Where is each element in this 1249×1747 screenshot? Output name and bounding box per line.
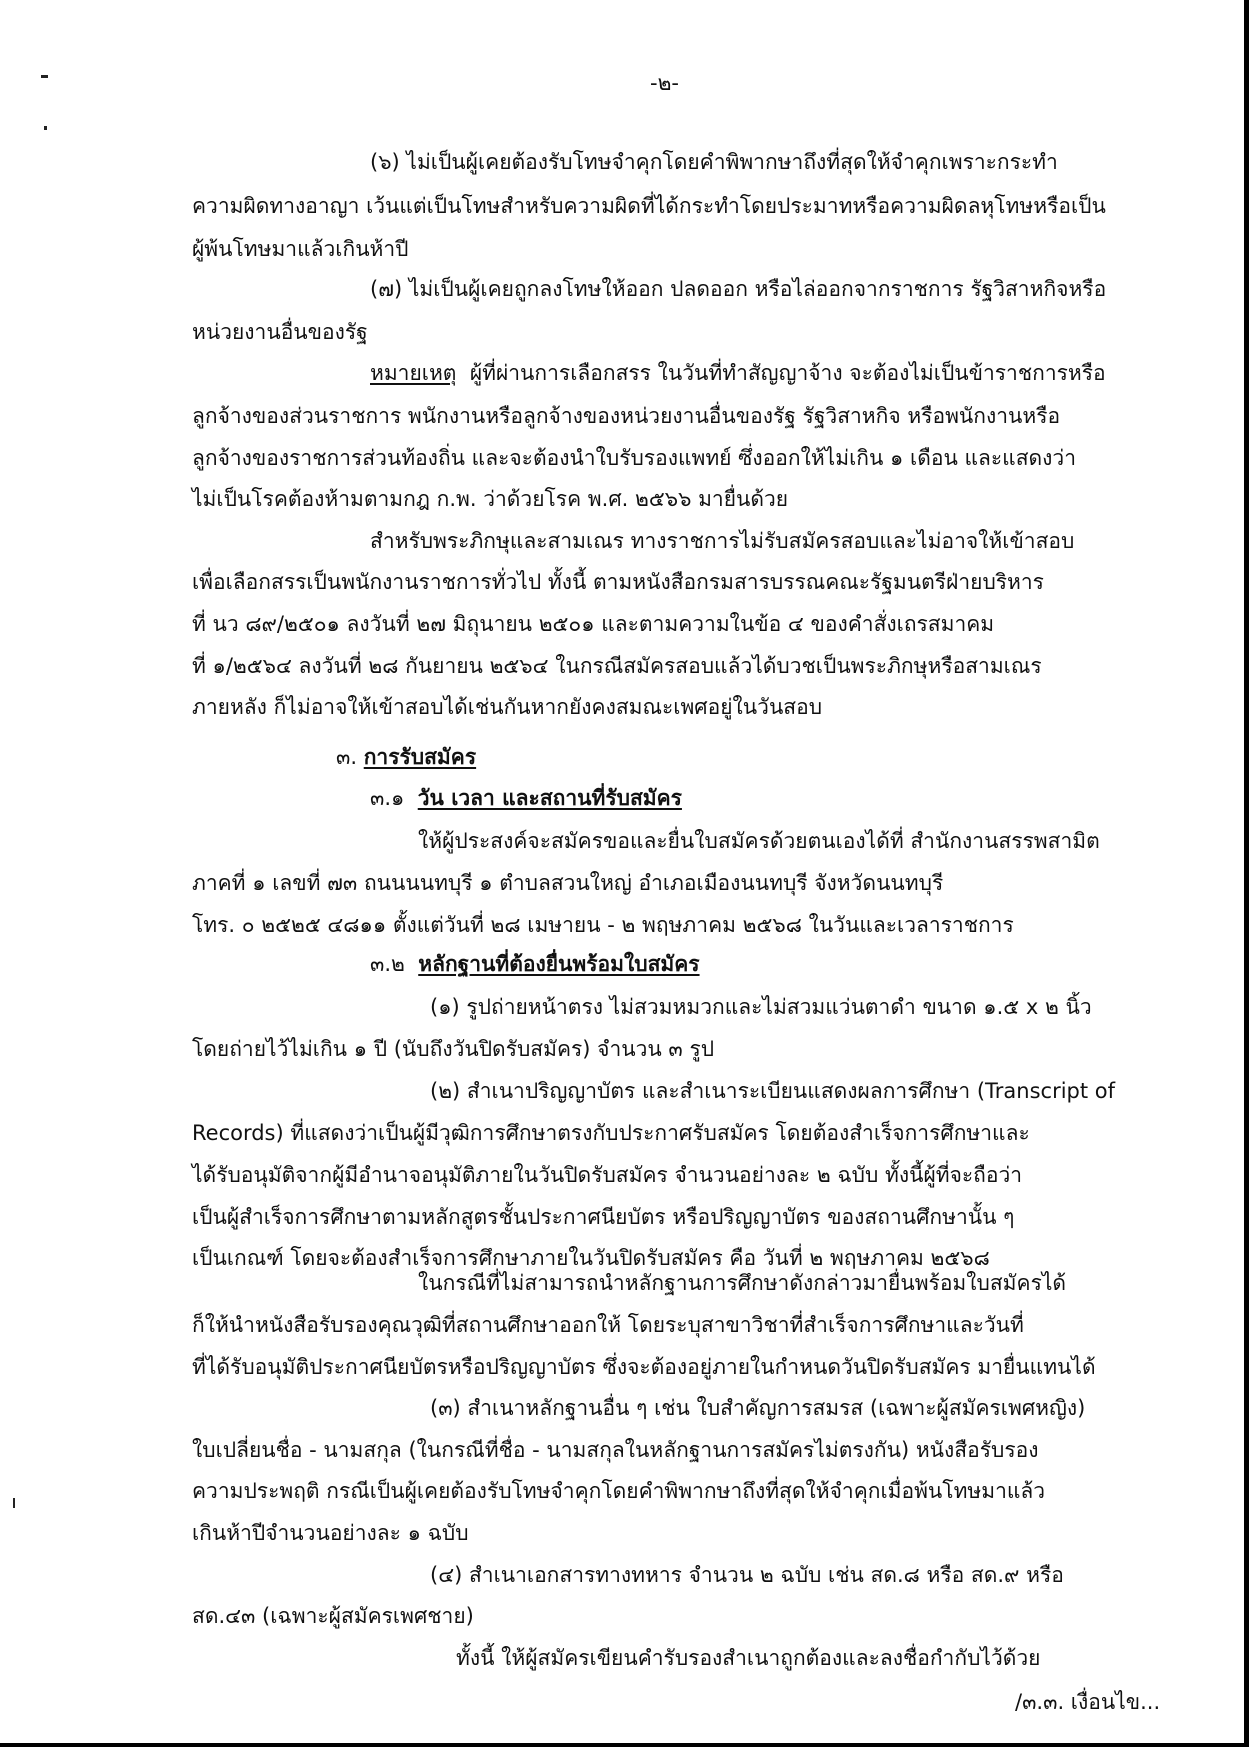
text-line: ผู้พ้นโทษมาแล้วเกินห้าปี	[192, 237, 409, 261]
text-line: เป็นผู้สำเร็จการศึกษาตามหลักสูตรชั้นประกาศนียบัตร หรือปริญญาบัตร ของสถานศึกษานั้น ๆ	[192, 1205, 1015, 1229]
text-line: ได้รับอนุมัติจากผู้มีอำนาจอนุมัติภายในวันปิดรับสมัคร จำนวนอย่างละ ๒ ฉบับ ทั้งนี้ผู้ที่จะถือว่า	[192, 1163, 1023, 1187]
text-line: (๓) สำเนาหลักฐานอื่น ๆ เช่น ใบสำคัญการสมรส (เฉพาะผู้สมัครเพศหญิง)	[430, 1396, 1086, 1420]
note-label: หมายเหตุ	[370, 361, 457, 385]
text-line: Records) ที่แสดงว่าเป็นผู้มีวุฒิการศึกษาตรงกับประกาศรับสมัคร โดยต้องสำเร็จการศึกษาและ	[192, 1121, 1030, 1145]
scan-edge-right	[1244, 0, 1249, 1747]
subsection-heading	[370, 783, 682, 813]
text-line: ที่ นว ๘๙/๒๕๐๑ ลงวันที่ ๒๗ มิถุนายน ๒๕๐๑ และตามความในข้อ ๔ ของคำสั่งเถรสมาคม	[192, 612, 995, 636]
scan-mark	[13, 1498, 15, 1508]
subsection-number: ๓.๒	[370, 952, 405, 976]
subsection-number: ๓.๑	[370, 786, 405, 810]
text-line: ไม่เป็นโรคต้องห้ามตามกฎ ก.พ. ว่าด้วยโรค พ.ศ. ๒๕๖๖ มายื่นด้วย	[192, 487, 789, 511]
text-line: (๒) สำเนาปริญญาบัตร และสำเนาระเบียนแสดงผลการศึกษา (Transcript of	[430, 1079, 1116, 1103]
text-line: เป็นเกณฑ์ โดยจะต้องสำเร็จการศึกษาภายในวันปิดรับสมัคร คือ วันที่ ๒ พฤษภาคม ๒๕๖๘	[192, 1246, 990, 1270]
section-title: การรับสมัคร	[363, 745, 477, 769]
text-line: ความผิดทางอาญา เว้นแต่เป็นโทษสำหรับความผิดที่ได้กระทำโดยประมาทหรือความผิดลหุโทษหรือเป็น	[192, 194, 1106, 218]
text-line: (๔) สำเนาเอกสารทางทหาร จำนวน ๒ ฉบับ เช่น สด.๘ หรือ สด.๙ หรือ	[430, 1563, 1064, 1587]
text-line: (๑) รูปถ่ายหน้าตรง ไม่สวมหมวกและไม่สวมแว่นตาดำ ขนาด ๑.๕ x ๒ นิ้ว	[430, 995, 1092, 1019]
text-line: สำหรับพระภิกษุและสามเณร ทางราชการไม่รับสมัครสอบและไม่อาจให้เข้าสอบ	[370, 529, 1075, 553]
text-line: โทร. ๐ ๒๕๒๕ ๔๘๑๑ ตั้งแต่วันที่ ๒๘ เมษายน - ๒ พฤษภาคม ๒๕๖๘ ในวันและเวลาราชการ	[192, 913, 1014, 937]
continuation-line: /๓.๓. เงื่อนไข...	[1015, 1690, 1161, 1714]
subsection-heading	[370, 949, 700, 979]
subsection-title: หลักฐานที่ต้องยื่นพร้อมใบสมัคร	[418, 952, 700, 976]
text-line: ที่ ๑/๒๕๖๔ ลงวันที่ ๒๘ กันยายน ๒๕๖๔ ในกรณีสมัครสอบแล้วได้บวชเป็นพระภิกษุหรือสามเณร	[192, 654, 1042, 678]
text-line: ภาคที่ ๑ เลขที่ ๗๓ ถนนนนทบุรี ๑ ตำบลสวนใหญ่ อำเภอเมืองนนทบุรี จังหวัดนนทบุรี	[192, 871, 944, 895]
text-line: ให้ผู้ประสงค์จะสมัครขอและยื่นใบสมัครด้วยตนเองได้ที่ สำนักงานสรรพสามิต	[418, 829, 1100, 853]
text-line: ในกรณีที่ไม่สามารถนำหลักฐานการศึกษาดังกล่าวมายื่นพร้อมใบสมัครได้	[418, 1271, 1067, 1295]
text-line: สด.๔๓ (เฉพาะผู้สมัครเพศชาย)	[192, 1604, 474, 1628]
note-line	[370, 358, 1106, 388]
text-line: (๗) ไม่เป็นผู้เคยถูกลงโทษให้ออก ปลดออก หรือไล่ออกจากราชการ รัฐวิสาหกิจหรือ	[370, 277, 1107, 301]
text-line: ลูกจ้างของส่วนราชการ พนักงานหรือลูกจ้างของหน่วยงานอื่นของรัฐ รัฐวิสาหกิจ หรือพนักงานหรือ	[192, 404, 1061, 428]
text-line: หน่วยงานอื่นของรัฐ	[192, 320, 368, 344]
note-text: ผู้ที่ผ่านการเลือกสรร ในวันที่ทำสัญญาจ้าง จะต้องไม่เป็นข้าราชการหรือ	[469, 361, 1106, 385]
text-line: เพื่อเลือกสรรเป็นพนักงานราชการทั่วไป ทั้งนี้ ตามหนังสือกรมสารบรรณคณะรัฐมนตรีฝ่ายบริหาร	[192, 570, 1044, 594]
scan-mark	[41, 75, 48, 78]
section-number: ๓.	[336, 745, 358, 769]
text-line: ภายหลัง ก็ไม่อาจให้เข้าสอบได้เช่นกันหากยังคงสมณะเพศอยู่ในวันสอบ	[192, 695, 823, 719]
text-line: ก็ให้นำหนังสือรับรองคุณวุฒิที่สถานศึกษาออกให้ โดยระบุสาขาวิชาที่สำเร็จการศึกษาและวันที่	[192, 1313, 1024, 1337]
text-line: (๖) ไม่เป็นผู้เคยต้องรับโทษจำคุกโดยคำพิพากษาถึงที่สุดให้จำคุกเพราะกระทำ	[370, 150, 1058, 174]
text-line: ทั้งนี้ ให้ผู้สมัครเขียนคำรับรองสำเนาถูกต้องและลงชื่อกำกับไว้ด้วย	[456, 1646, 1041, 1670]
text-line: โดยถ่ายไว้ไม่เกิน ๑ ปี (นับถึงวันปิดรับสมัคร) จำนวน ๓ รูป	[192, 1037, 715, 1061]
text-line: ความประพฤติ กรณีเป็นผู้เคยต้องรับโทษจำคุกโดยคำพิพากษาถึงที่สุดให้จำคุกเมื่อพ้นโทษมาแล้ว	[192, 1479, 1046, 1503]
text-line: ที่ได้รับอนุมัติประกาศนียบัตรหรือปริญญาบัตร ซึ่งจะต้องอยู่ภายในกำหนดวันปิดรับสมัคร มายื่นแทนได้	[192, 1355, 1096, 1379]
subsection-title: วัน เวลา และสถานที่รับสมัคร	[417, 786, 682, 810]
text-line: ใบเปลี่ยนชื่อ - นามสกุล (ในกรณีที่ชื่อ - นามสกุลในหลักฐานการสมัครไม่ตรงกัน) หนังสือรับรอง	[192, 1438, 1039, 1462]
text-line: เกินห้าปีจำนวนอย่างละ ๑ ฉบับ	[192, 1521, 469, 1545]
scan-mark	[44, 126, 47, 130]
section-heading	[336, 742, 476, 772]
page-number: -๒-	[650, 71, 679, 95]
scan-edge-bottom	[0, 1743, 1249, 1747]
text-line: ลูกจ้างของราชการส่วนท้องถิ่น และจะต้องนำใบรับรองแพทย์ ซึ่งออกให้ไม่เกิน ๑ เดือน และแสดงว่า	[192, 446, 1076, 470]
